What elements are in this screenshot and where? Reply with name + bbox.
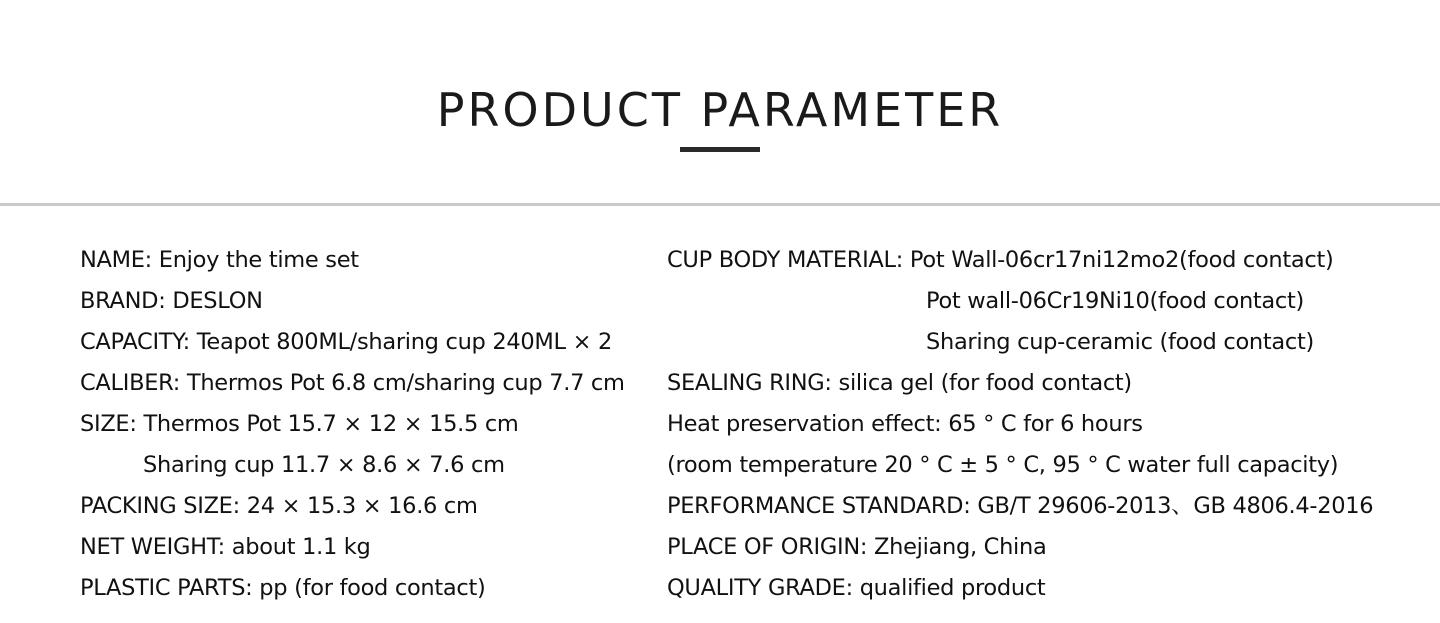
param-capacity: CAPACITY: Teapot 800ML/sharing cup 240ML × 2	[80, 329, 613, 355]
param-packing-size: PACKING SIZE: 24 × 15.3 × 16.6 cm	[80, 493, 478, 519]
param-heat-preservation-note: (room temperature 20 ° C ± 5 ° C, 95 ° C water full capacity)	[667, 452, 1339, 478]
param-caliber: CALIBER: Thermos Pot 6.8 cm/sharing cup 7.7 cm	[80, 370, 625, 396]
param-place-of-origin: PLACE OF ORIGIN: Zhejiang, China	[667, 534, 1047, 560]
section-divider	[0, 203, 1440, 206]
param-heat-preservation: Heat preservation effect: 65 ° C for 6 hours	[667, 411, 1143, 437]
param-name: NAME: Enjoy the time set	[80, 247, 359, 273]
parameter-list-left	[80, 240, 660, 609]
parameter-list-right	[667, 240, 1437, 609]
title-underline	[680, 147, 760, 152]
param-cup-body-material-3: Sharing cup-ceramic (food contact)	[926, 329, 1314, 355]
page-title: PRODUCT PARAMETER	[436, 83, 1004, 137]
param-cup-body-material: CUP BODY MATERIAL: Pot Wall-06cr17ni12mo2(food contact)	[667, 247, 1334, 273]
param-size: SIZE: Thermos Pot 15.7 × 12 × 15.5 cm	[80, 411, 519, 437]
param-quality-grade: QUALITY GRADE: qualified product	[667, 575, 1046, 601]
param-performance-standard: PERFORMANCE STANDARD: GB/T 29606-2013、GB 4806.4-2016	[667, 493, 1374, 519]
param-cup-body-material-2: Pot wall-06Cr19Ni10(food contact)	[926, 288, 1304, 314]
param-plastic-parts: PLASTIC PARTS: pp (for food contact)	[80, 575, 486, 601]
param-net-weight: NET WEIGHT: about 1.1 kg	[80, 534, 371, 560]
param-brand: BRAND: DESLON	[80, 288, 263, 314]
param-size-cup: Sharing cup 11.7 × 8.6 × 7.6 cm	[143, 452, 505, 478]
param-sealing-ring: SEALING RING: silica gel (for food contact)	[667, 370, 1132, 396]
